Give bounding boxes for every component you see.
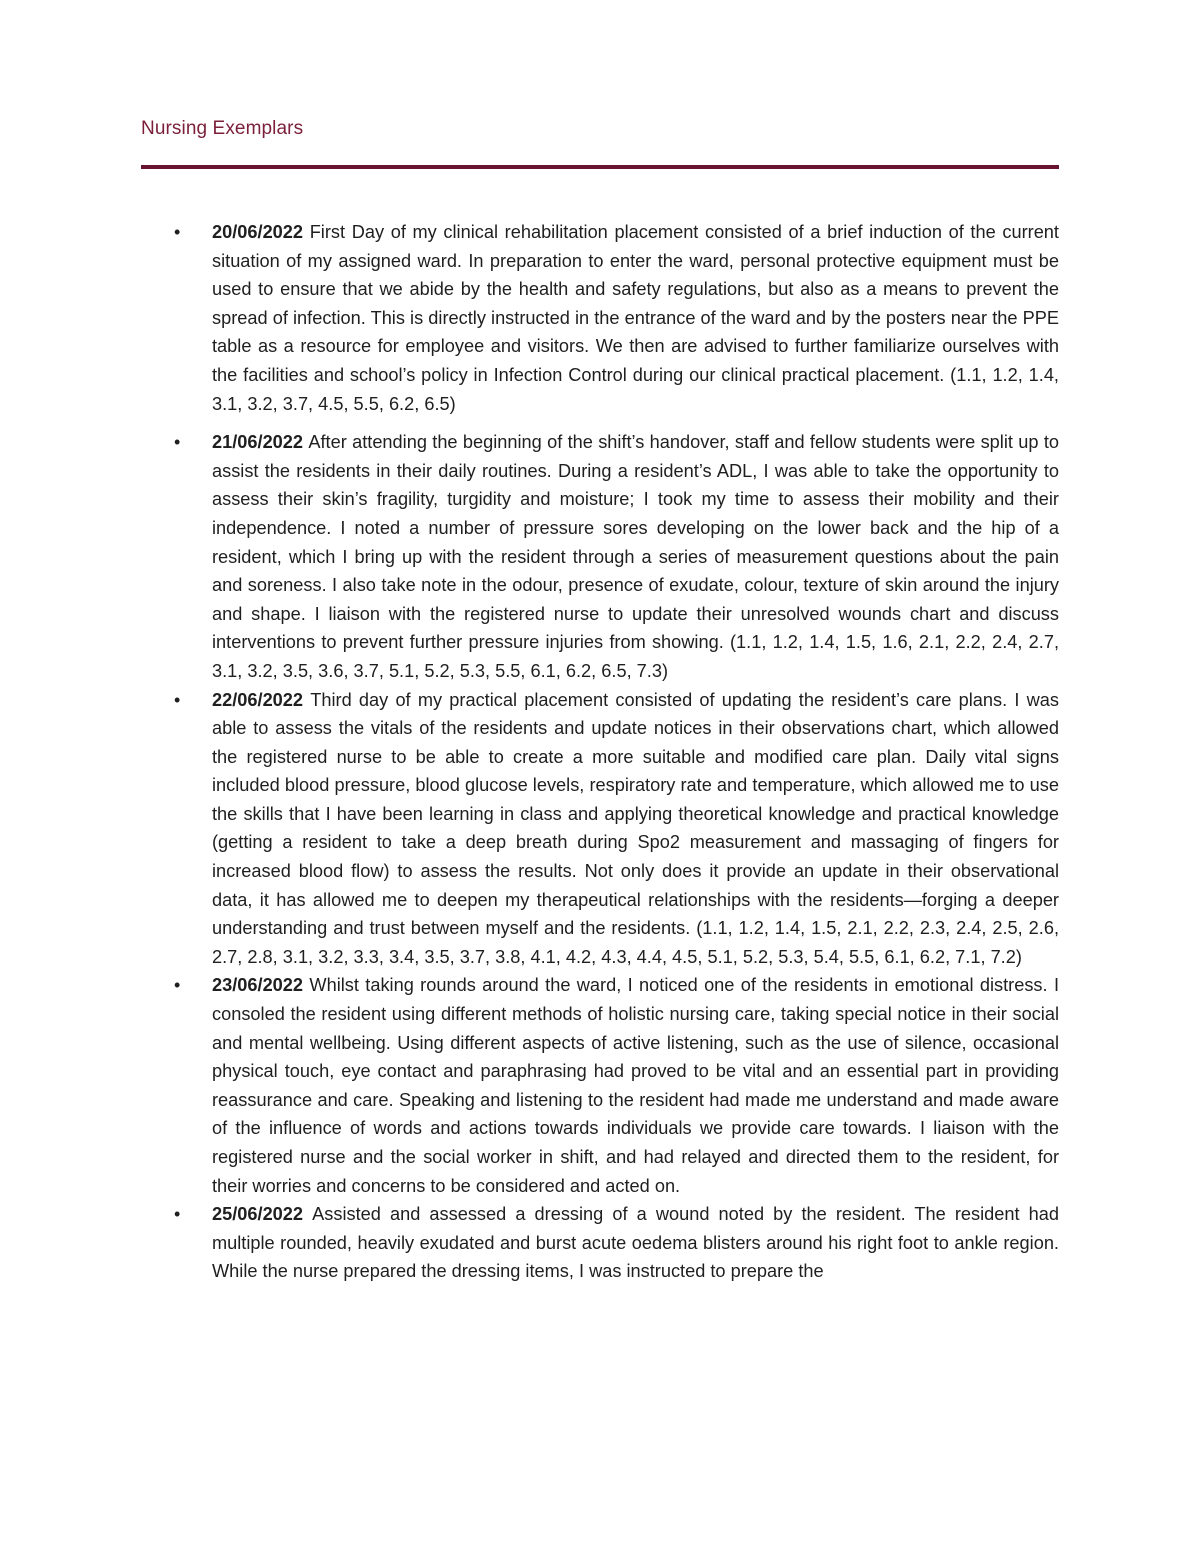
list-item [141, 428, 1059, 685]
entry-text: Whilst taking rounds around the ward, I noticed one of the residents in emotional distress. I consoled the resident using different methods of holistic nursing care, taking special notice in their social and mental wellbeing. Using different aspects of active listening, such as the use of silence, occasional physical touch, eye contact and paraphrasing had proved to be vital and an essential part in providing reassurance and care. Speaking and listening to the resident had made me understand and made aware of the influence of words and actions towards individuals we provide care towards. I liaison with the registered nurse and the social worker in shift, and had relayed and directed them to the resident, for their worries and concerns to be considered and acted on. [212, 975, 1059, 1196]
entry-text: First Day of my clinical rehabilitation placement consisted of a brief induction of the current situation of my assigned ward. In preparation to enter the ward, personal protective equipment must be used to ensure that we abide by the health and safety regulations, but also as a means to prevent the spread of infection. This is directly instructed in the entrance of the ward and by the posters near the PPE table as a resource for employee and visitors. We then are advised to further familiarize ourselves with the facilities and school’s policy in Infection Control during our clinical practical placement. (1.1, 1.2, 1.4, 3.1, 3.2, 3.7, 4.5, 5.5, 6.2, 6.5) [212, 222, 1059, 414]
list-item [141, 218, 1059, 418]
bullet-icon: • [174, 975, 181, 996]
entry-date: 25/06/2022 [212, 1204, 313, 1225]
entry-text: Third day of my practical placement consisted of updating the resident’s care plans. I was able to assess the vitals of the residents and update notices in their observations chart, which allowed the registered nurse to be able to create a more suitable and modified care plan. Daily vital signs included blood pressure, blood glucose levels, respiratory rate and temperature, which allowed me to use the skills that I have been learning in class and applying theoretical knowledge and practical knowledge (getting a resident to take a deep breath during Spo2 measurement and massaging of fingers for increased blood flow) to assess the results. Not only does it provide an update in their observational data, it has allowed me to deepen my therapeutical relationships with the residents—forging a deeper understanding and trust between myself and the residents. (1.1, 1.2, 1.4, 1.5, 2.1, 2.2, 2.3, 2.4, 2.5, 2.6, 2.7, 2.8, 3.1, 3.2, 3.3, 3.4, 3.5, 3.7, 3.8, 4.1, 4.2, 4.3, 4.4, 4.5, 5.1, 5.2, 5.3, 5.4, 5.5, 6.1, 6.2, 7.1, 7.2) [212, 689, 1059, 967]
list-item [141, 1200, 1059, 1286]
page-header-title: Nursing Exemplars [141, 118, 304, 139]
bullet-icon: • [174, 222, 181, 242]
bullet-icon: • [174, 1204, 181, 1225]
entry-text: Assisted and assessed a dressing of a wound noted by the resident. The resident had multiple rounded, heavily exudated and burst acute oedema blisters around his right foot to ankle region. While the nurse prepared the dressing items, I was instructed to prepare the [212, 1204, 1059, 1282]
entry-text: After attending the beginning of the shift’s handover, staff and fellow students were split up to assist the residents in their daily routines. During a resident’s ADL, I was able to take the opportunity to assess their skin’s fragility, turgidity and moisture; I took my time to assess their mobility and their independence. I noted a number of pressure sores developing on the lower back and the hip of a resident, which I bring up with the resident through a series of measurement questions about the pain and soreness. I also take note in the odour, presence of exudate, colour, texture of skin around the injury and shape. I liaison with the registered nurse to update their unresolved wounds chart and discuss interventions to prevent further pressure injuries from showing. (1.1, 1.2, 1.4, 1.5, 1.6, 2.1, 2.2, 2.4, 2.7, 3.1, 3.2, 3.5, 3.6, 3.7, 5.1, 5.2, 5.3, 5.5, 6.1, 6.2, 6.5, 7.3) [212, 432, 1059, 681]
list-item [141, 686, 1059, 972]
exemplar-list [141, 218, 1059, 1286]
entry-date: 21/06/2022 [212, 432, 309, 453]
bullet-icon: • [174, 432, 181, 453]
entry-date: 20/06/2022 [212, 222, 310, 242]
list-item [141, 971, 1059, 1200]
header-divider [141, 165, 1059, 169]
bullet-icon: • [174, 689, 181, 710]
entry-date: 23/06/2022 [212, 975, 310, 996]
entry-date: 22/06/2022 [212, 689, 311, 710]
